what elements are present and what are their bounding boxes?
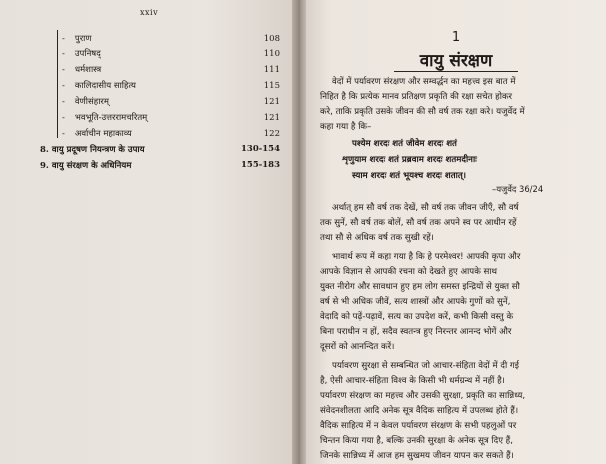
toc-sub-entry bbox=[62, 80, 280, 91]
toc-main-entry bbox=[40, 144, 280, 155]
left-page bbox=[0, 0, 296, 464]
toc-sub-entry bbox=[62, 96, 280, 107]
toc-entry-label: - वेणीसंहारम् bbox=[62, 96, 109, 107]
toc-entry-page: 122 bbox=[263, 128, 280, 139]
toc-entry-label: 9. वायु संरक्षण के अधिनियम bbox=[40, 161, 132, 171]
text-line: तक सुनें, सौ वर्ष तक बोलें, सौ वर्ष तक अपने स्व पर आधीन रहें bbox=[320, 218, 517, 228]
text-line: है, ऐसी आचार-संहिता विश्व के किसी भी धर्मग्रन्थ में नहीं है। bbox=[320, 376, 505, 386]
text-line: वैदिक साहित्य में न केवल पर्यावरण संरक्षण के सभी पहलुओं पर bbox=[320, 421, 517, 431]
text-line: निहित है कि प्रत्येक मानव प्रतिक्षण प्रकृति की रक्षा सचेत होकर bbox=[320, 92, 513, 102]
text-line: दूसरों को आनन्दित करें। bbox=[320, 342, 395, 352]
text-line: तथा सौ से अधिक वर्ष तक सुखी रहें। bbox=[320, 233, 434, 243]
text-line: करे, ताकि प्रकृति उसके जीवन की सौ वर्ष तक रक्षा करे। यजुर्वेद में bbox=[320, 107, 525, 117]
chapter-number: 1 bbox=[451, 30, 461, 45]
verse-reference: –यजुर्वेद 36/24 bbox=[492, 184, 544, 194]
toc-entry-label: 8. वायु प्रदूषण नियन्त्रण के उपाय bbox=[40, 145, 145, 155]
toc-sub-entry bbox=[62, 112, 280, 123]
verse-line: पश्येम शरदः शतं जीवेम शरदः शतं bbox=[352, 139, 457, 149]
toc-sub-entry bbox=[62, 48, 280, 59]
toc-sub-entry bbox=[62, 64, 280, 75]
toc-entry-page: 110 bbox=[263, 48, 280, 59]
text-line: भावार्थ रूप में कहा गया है कि हे परमेश्वर! आपकी कृपा और bbox=[332, 252, 521, 262]
toc-entry-label: - भवभूति-उत्तररामचरितम् bbox=[62, 112, 147, 123]
toc-entry-page: 108 bbox=[263, 33, 280, 44]
text-line: वर्ष से भी अधिक जीवें, सत्य शास्त्रों और आपके गुणों को सुनें, bbox=[320, 297, 511, 307]
toc-main-entry bbox=[40, 160, 280, 171]
toc-entry-page: 155-183 bbox=[240, 160, 280, 170]
verse-line: शृणुयाम शरदः शतं प्रब्रवाम शरदः शतमदीनाः bbox=[342, 155, 477, 165]
toc-sub-entry bbox=[62, 33, 280, 44]
chapter-title: वायु संरक्षण bbox=[419, 51, 493, 71]
toc-entry-page: 121 bbox=[263, 112, 280, 123]
text-line: पर्यावरण संरक्षण का महत्त्व और उसकी सुरक्षा, प्रकृति का सान्निध्य, bbox=[320, 391, 526, 401]
text-line: बिना पराधीन न हों, सदैव स्वतन्त्र हुए निरन्तर आनन्द भोगें और bbox=[320, 327, 512, 337]
page-number: xxiv bbox=[140, 8, 159, 17]
text-line: आपके विज्ञान से आपकी रचना को देखते हुए आपके साथ bbox=[320, 267, 498, 277]
toc-entry-label: - उपनिषद् bbox=[62, 48, 101, 59]
text-line: वेदों में पर्यावरण संरक्षण और सम्वर्द्धन का महत्त्व इस बात में bbox=[332, 77, 516, 87]
toc-entry-label: - कालिदासीय साहित्य bbox=[62, 80, 136, 91]
text-line: युक्त नीरोग और सावधान हुए हम लोग समस्त इन्द्रियों से युक्त सौ bbox=[320, 282, 520, 292]
text-line: वेदादि को पढ़ें-पढ़ावें, सत्य का उपदेश करें, कभी किसी वस्तु के bbox=[320, 312, 514, 322]
text-line: पर्यावरण सुरक्षा से सम्बन्धित जो आचार-संहिता वेदों में दी गई bbox=[332, 361, 519, 371]
toc-entry-label: - पुराण bbox=[62, 33, 92, 44]
toc-entry-page: 111 bbox=[263, 64, 280, 75]
toc-entry-label: - अर्वाचीन महाकाव्य bbox=[62, 128, 132, 139]
text-line: कहा गया है कि– bbox=[320, 122, 372, 132]
toc-sub-entry bbox=[62, 128, 280, 139]
text-line: चिन्तन किया गया है, बल्कि उनकी सुरक्षा के अनेक सूत्र दिए हैं, bbox=[320, 436, 513, 446]
right-page bbox=[306, 0, 606, 464]
verse-line: स्याम शरदः शतं भूयश्च शरदः शतात्। bbox=[352, 171, 466, 181]
toc-entry-page: 115 bbox=[263, 80, 280, 91]
text-line: संवेदनशीलता आदि अनेक सूत्र वैदिक साहित्य में उपलब्ध होते हैं। bbox=[320, 406, 519, 416]
toc-entry-label: - धर्मशास्त्र bbox=[62, 64, 101, 75]
text-line: अर्थात् हम सौ वर्ष तक देखें, सौ वर्ष तक जीवन जीएँ, सौ वर्ष bbox=[332, 203, 519, 213]
toc-entry-page: 130-154 bbox=[240, 144, 280, 154]
toc-bracket-line bbox=[57, 30, 58, 138]
toc-entry-page: 121 bbox=[263, 96, 280, 107]
text-line: जिनके सान्निध्य में आज हम सुखमय जीवन यापन कर सकते हैं। bbox=[320, 451, 514, 461]
title-underline bbox=[394, 71, 518, 72]
